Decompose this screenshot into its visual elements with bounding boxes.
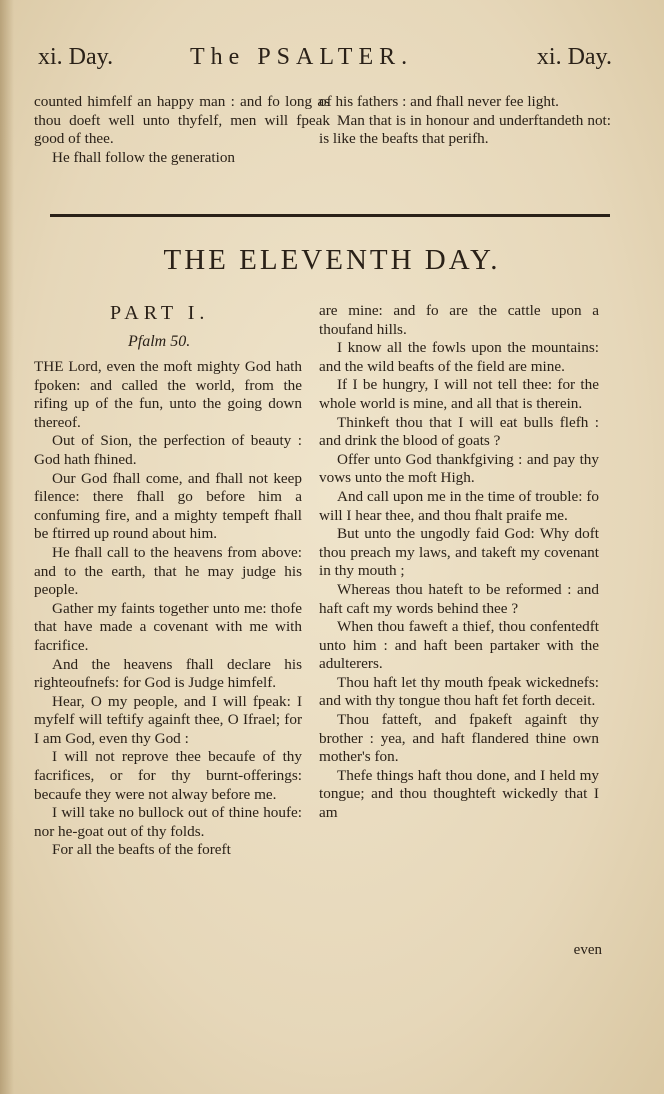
binding-gutter [0, 0, 14, 1094]
top-left-column [34, 93, 330, 167]
verse: I know all the fowls upon the mountains: and the wild beafts of the field are mine. [319, 339, 599, 375]
verse: But unto the ungodly faid God: Why doft thou preach my laws, and takeft my covenant in thy mouth ; [319, 525, 599, 580]
top-right-column [319, 93, 611, 149]
verse: Man that is in honour and underftandeth not: is like the beafts that perifh. [319, 111, 611, 148]
verse: of his fathers : and fhall never fee light. [319, 93, 559, 110]
verse: Gather my faints together unto me: thofe that have made a covenant with me with facrifice. [34, 599, 302, 654]
header-right: xi. Day. [536, 44, 612, 70]
header-center: The PSALTER. [190, 44, 414, 70]
verse: Offer unto God thankfgiving : and pay thy vows unto the moft High. [319, 450, 599, 487]
verse: Hear, O my people, and I will fpeak: I myfelf will teftify againft thee, O Ifrael; for I am God, even thy God : [34, 692, 302, 747]
verse: Thou haft let thy mouth fpeak wickednefs: and with thy tongue thou haft fet forth deceit. [319, 673, 599, 710]
psalm-label [128, 333, 190, 351]
verse: For all the beafts of the foreft [52, 841, 231, 859]
verse: I will not reprove thee becaufe of thy facrifices, or for thy burnt-offerings: becaufe they were not alway before me. [34, 748, 302, 803]
verse: Thou fatteft, and fpakeft againft thy brother : yea, and haft flandered thine own mother's fon. [319, 711, 599, 766]
verse: I will take no bullock out of thine houfe: nor he-goat out of thy folds. [34, 804, 302, 840]
verse: Our God fhall come, and fhall not keep filence: there fhall go before him a confuming fire, and a mighty tempeft fhall be ftirred up round about him. [34, 469, 302, 543]
verse: And the heavens fhall declare his righteoufnefs: for God is Judge himfelf. [34, 655, 302, 692]
part-label: PART I. [110, 302, 210, 324]
verse: Thinkeft thou that I will eat bulls flefh : and drink the blood of goats ? [319, 413, 599, 450]
verse: are mine: and fo are the cattle upon a thoufand hills. [319, 302, 599, 338]
verse: When thou faweft a thief, thou confentedft unto him : and haft been partaker with the adulterers. [319, 618, 599, 673]
psalm-left-column [34, 358, 302, 860]
verse: And call upon me in the time of trouble: fo will I hear thee, and thou fhalt praife me. [319, 487, 599, 524]
verse: Thefe things haft thou done, and I held my tongue; and thou thoughteft wickedly that I am [319, 766, 599, 822]
psalm-label-text: Pfalm 50. [128, 333, 191, 350]
verse: He fhall follow the generation [52, 148, 236, 166]
header-left: xi. Day. [38, 44, 114, 70]
verse: THE Lord, even the moft mighty God hath fpoken: and called the world, from the rifing up of the fun, unto the going down thereof. [34, 358, 302, 431]
verse: If I be hungry, I will not tell thee: for the whole world is mine, and all that is therein. [319, 376, 599, 412]
verse: He fhall call to the heavens from above: and to the earth, that he may judge his people. [34, 543, 302, 599]
verse: Whereas thou hateft to be reformed : and haft caft my words behind thee ? [319, 580, 599, 617]
catchword: even [573, 942, 602, 958]
psalm-right-column [319, 302, 599, 823]
section-rule [50, 214, 610, 217]
verse: counted himfelf an happy man : and fo long as thou doeft well unto thyfelf, men will fpeak good of thee. [34, 93, 330, 148]
verse: Out of Sion, the perfection of beauty : God hath fhined. [34, 432, 302, 468]
day-title: THE ELEVENTH DAY. [163, 244, 501, 276]
running-header [38, 44, 612, 84]
